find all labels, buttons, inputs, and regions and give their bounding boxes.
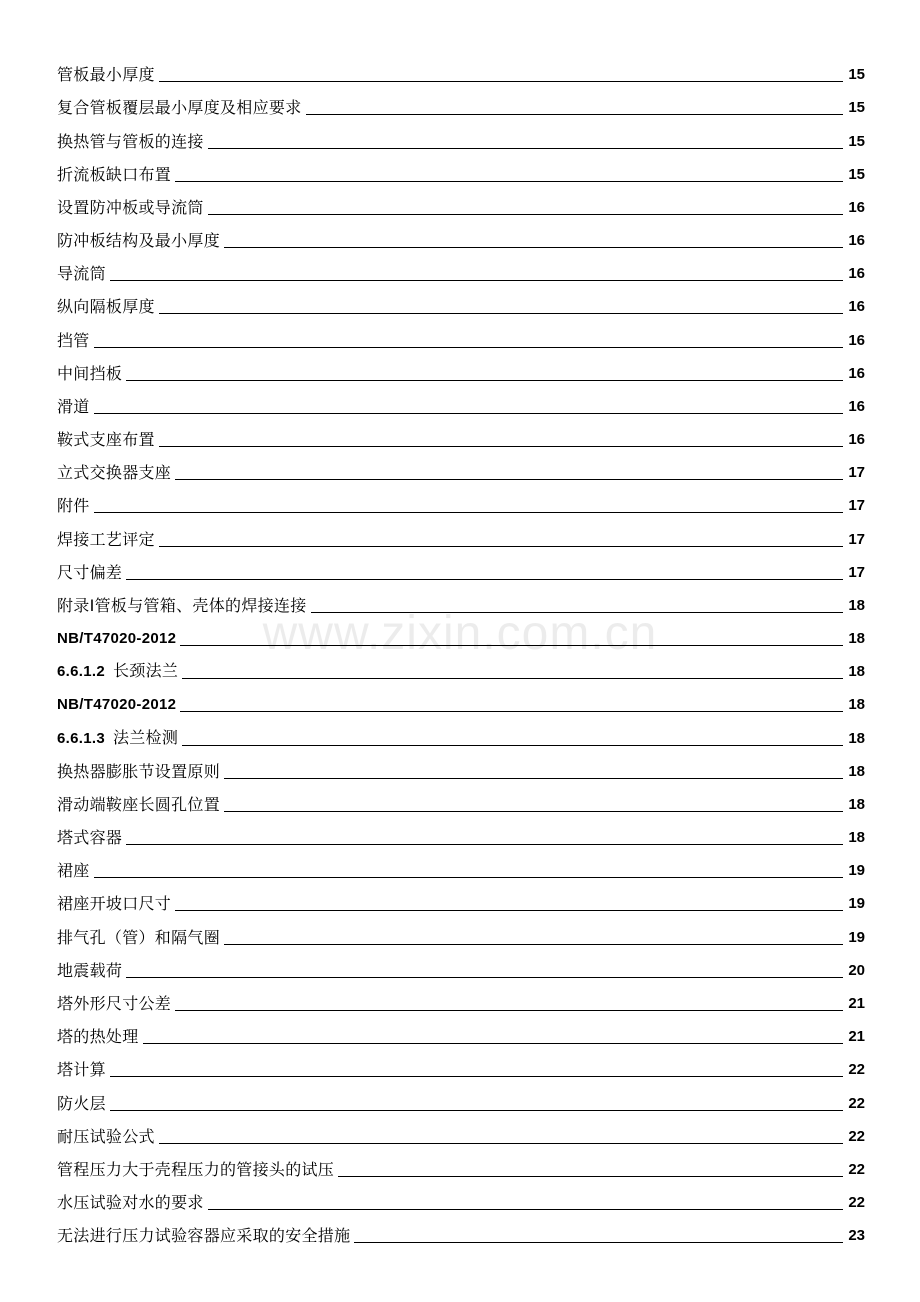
toc-leader-line [159, 313, 843, 314]
toc-entry-title: 耐压试验公式 [57, 1126, 155, 1146]
toc-entry[interactable] [57, 620, 865, 653]
toc-entry[interactable] [57, 156, 865, 189]
toc-leader-line [175, 910, 843, 911]
toc-leader-line [306, 114, 843, 115]
toc-leader-line [94, 877, 843, 878]
toc-page-number: 15 [848, 66, 865, 84]
toc-leader-line [224, 811, 843, 812]
toc-page-number: 23 [848, 1227, 865, 1245]
toc-page-number: 18 [848, 663, 865, 681]
toc-entry[interactable] [57, 1018, 865, 1051]
toc-entry-title: 防火层 [57, 1093, 106, 1113]
toc-leader-line [110, 1110, 843, 1111]
toc-entry-title: 复合管板覆层最小厚度及相应要求 [57, 98, 302, 118]
toc-leader-line [94, 347, 843, 348]
toc-entry-title: NB/T47020-2012 [57, 630, 177, 648]
toc-entry-title: 中间挡板 [57, 363, 123, 383]
toc-page-number: 17 [848, 563, 865, 581]
toc-leader-line [182, 678, 843, 679]
toc-entry-title: 导流筒 [57, 264, 106, 284]
toc-page-number: 22 [848, 1194, 865, 1212]
section-title: 长颈法兰 [112, 661, 179, 681]
toc-entry-title: 管程压力大于壳程压力的管接头的试压 [57, 1159, 335, 1179]
toc-page-number: 16 [848, 397, 865, 415]
toc-leader-line [175, 479, 843, 480]
toc-entry[interactable] [57, 520, 865, 553]
toc-entry[interactable] [57, 918, 865, 951]
toc-page-number: 18 [848, 696, 865, 714]
toc-entry-title: 地震载荷 [57, 960, 123, 980]
toc-page-number: 18 [848, 795, 865, 813]
toc-entry-title: 尺寸偏差 [57, 562, 123, 582]
toc-entry-title: 裙座开坡口尺寸 [57, 894, 172, 914]
toc-leader-line [208, 214, 843, 215]
toc-entry[interactable] [57, 1151, 865, 1184]
toc-page-number: 18 [848, 829, 865, 847]
toc-leader-line [182, 745, 843, 746]
toc-page-number: 18 [848, 762, 865, 780]
toc-page-number: 16 [848, 364, 865, 382]
toc-entry[interactable] [57, 454, 865, 487]
toc-entry[interactable] [57, 388, 865, 421]
toc-page-number: 16 [848, 331, 865, 349]
toc-page-number: 16 [848, 232, 865, 250]
toc-entry-title [57, 661, 178, 682]
toc-leader-line [180, 645, 843, 646]
toc-entry[interactable] [57, 753, 865, 786]
table-of-contents [57, 56, 865, 1250]
toc-entry-title: 塔式容器 [57, 828, 123, 848]
toc-page-number: 20 [848, 961, 865, 979]
toc-page-number: 22 [848, 1160, 865, 1178]
toc-entry-title: 管板最小厚度 [57, 65, 155, 85]
toc-entry-title: 换热管与管板的连接 [57, 131, 204, 151]
toc-page-number: 22 [848, 1061, 865, 1079]
toc-entry-title: 塔的热处理 [57, 1027, 139, 1047]
toc-entry[interactable] [57, 56, 865, 89]
toc-leader-line [159, 1143, 843, 1144]
toc-entry[interactable] [57, 587, 865, 620]
toc-leader-line [126, 380, 843, 381]
toc-page-number: 17 [848, 464, 865, 482]
toc-page-number: 16 [848, 431, 865, 449]
toc-leader-line [126, 579, 843, 580]
toc-page-number: 16 [848, 298, 865, 316]
toc-entry-title: 排气孔（管）和隔气圈 [57, 927, 221, 947]
toc-entry-title: 挡管 [57, 330, 90, 350]
toc-page-number: 17 [848, 497, 865, 515]
toc-leader-line [110, 280, 843, 281]
toc-entry-title [57, 728, 178, 749]
toc-leader-line [143, 1043, 843, 1044]
toc-entry[interactable] [57, 89, 865, 122]
toc-entry-title: 立式交换器支座 [57, 463, 172, 483]
toc-entry-title: 滑道 [57, 396, 90, 416]
toc-leader-line [208, 1209, 843, 1210]
toc-entry-title: 换热器膨胀节设置原则 [57, 761, 221, 781]
toc-entry[interactable] [57, 719, 865, 752]
toc-entry-title: 鞍式支座布置 [57, 430, 155, 450]
toc-entry[interactable] [57, 1084, 865, 1117]
toc-leader-line [110, 1076, 843, 1077]
toc-entry-title: 滑动端鞍座长圆孔位置 [57, 794, 221, 814]
toc-leader-line [224, 944, 843, 945]
toc-leader-line [126, 844, 843, 845]
toc-entry[interactable] [57, 255, 865, 288]
toc-entry-title: NB/T47020-2012 [57, 696, 177, 714]
toc-entry[interactable] [57, 421, 865, 454]
toc-page-number: 19 [848, 928, 865, 946]
toc-entry-title: 水压试验对水的要求 [57, 1193, 204, 1213]
toc-entry-title: 附录Ⅰ管板与管箱、壳体的焊接连接 [57, 595, 307, 615]
section-number: 6.6.1.2 [57, 663, 105, 681]
toc-entry-title: 裙座 [57, 861, 90, 881]
toc-page-number: 18 [848, 630, 865, 648]
toc-entry-title: 塔外形尺寸公差 [57, 993, 172, 1013]
toc-leader-line [175, 1010, 843, 1011]
toc-leader-line [94, 413, 843, 414]
toc-page-number: 19 [848, 862, 865, 880]
toc-entry[interactable] [57, 786, 865, 819]
toc-page-number: 22 [848, 1127, 865, 1145]
toc-entry[interactable] [57, 653, 865, 686]
toc-entry[interactable] [57, 819, 865, 852]
toc-page-number: 16 [848, 198, 865, 216]
toc-leader-line [180, 711, 843, 712]
toc-entry[interactable] [57, 321, 865, 354]
toc-entry[interactable] [57, 355, 865, 388]
section-number: 6.6.1.3 [57, 729, 105, 747]
toc-leader-line [354, 1242, 843, 1243]
toc-entry[interactable] [57, 487, 865, 520]
toc-leader-line [338, 1176, 843, 1177]
watermark: www.zixin.com.cn [262, 607, 658, 660]
toc-entry[interactable] [57, 885, 865, 918]
toc-entry-title: 折流板缺口布置 [57, 164, 172, 184]
toc-page-number: 21 [848, 994, 865, 1012]
toc-leader-line [94, 512, 843, 513]
toc-page-number: 17 [848, 530, 865, 548]
toc-leader-line [224, 247, 843, 248]
toc-page-number: 16 [848, 265, 865, 283]
toc-entry[interactable] [57, 189, 865, 222]
toc-entry-title: 设置防冲板或导流筒 [57, 197, 204, 217]
toc-page-number: 22 [848, 1094, 865, 1112]
toc-page-number: 18 [848, 729, 865, 747]
toc-entry-title: 无法进行压力试验容器应采取的安全措施 [57, 1226, 351, 1246]
toc-entry[interactable] [57, 1118, 865, 1151]
section-title: 法兰检测 [112, 727, 179, 747]
toc-page-number: 18 [848, 596, 865, 614]
toc-leader-line [159, 446, 843, 447]
toc-entry[interactable] [57, 1184, 865, 1217]
toc-entry[interactable] [57, 222, 865, 255]
toc-entry[interactable] [57, 985, 865, 1018]
toc-leader-line [159, 81, 843, 82]
toc-entry[interactable] [57, 1217, 865, 1250]
toc-leader-line [224, 778, 843, 779]
toc-entry-title: 焊接工艺评定 [57, 529, 155, 549]
toc-entry-title: 附件 [57, 496, 90, 516]
toc-leader-line [126, 977, 843, 978]
toc-entry[interactable] [57, 686, 865, 719]
toc-page-number: 21 [848, 1028, 865, 1046]
toc-leader-line [208, 148, 843, 149]
toc-entry-title: 塔计算 [57, 1060, 106, 1080]
toc-entry[interactable] [57, 554, 865, 587]
toc-page-number: 15 [848, 132, 865, 150]
toc-page-number: 15 [848, 99, 865, 117]
toc-page-number: 19 [848, 895, 865, 913]
toc-leader-line [311, 612, 843, 613]
toc-entry[interactable] [57, 288, 865, 321]
toc-entry-title: 防冲板结构及最小厚度 [57, 231, 221, 251]
toc-entry[interactable] [57, 122, 865, 155]
toc-entry[interactable] [57, 1051, 865, 1084]
toc-leader-line [175, 181, 843, 182]
toc-entry-title: 纵向隔板厚度 [57, 297, 155, 317]
toc-entry[interactable] [57, 952, 865, 985]
toc-leader-line [159, 546, 843, 547]
toc-page-number: 15 [848, 165, 865, 183]
toc-entry[interactable] [57, 852, 865, 885]
